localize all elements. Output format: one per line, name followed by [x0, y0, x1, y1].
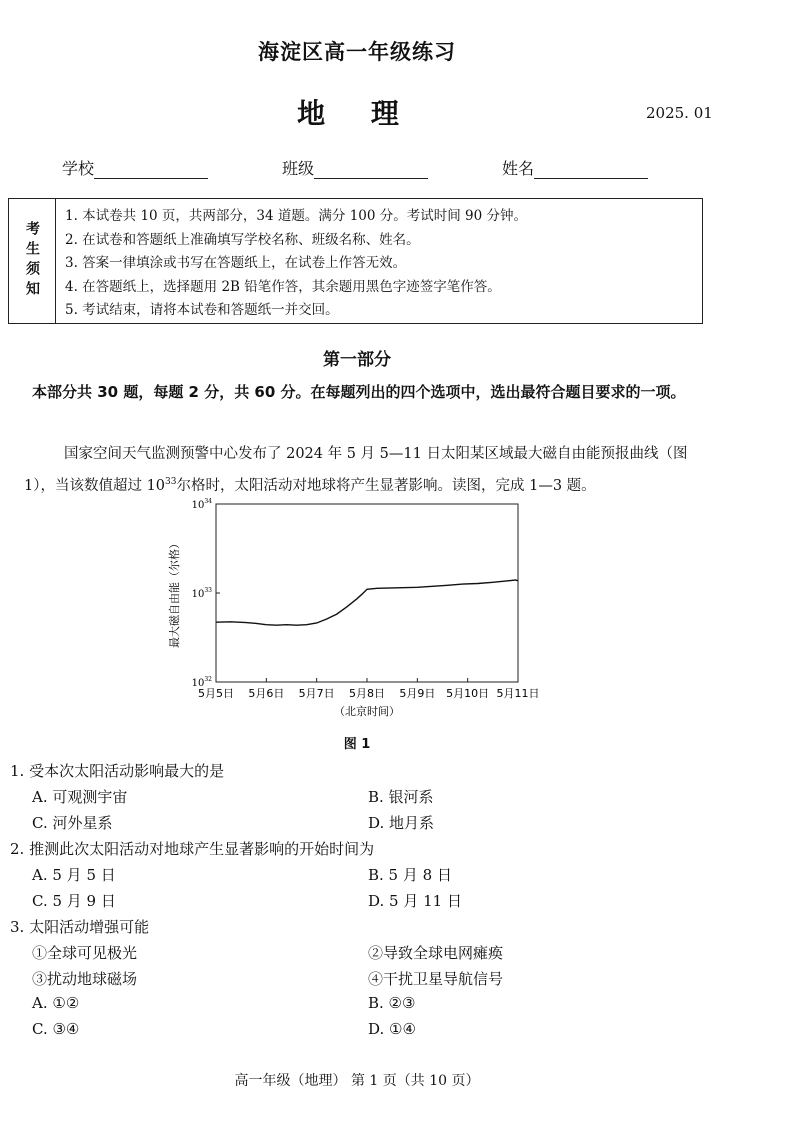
q2-option-d[interactable]: D. 5 月 11 日	[368, 892, 462, 910]
q3-statement-1: ①全球可见极光	[32, 944, 138, 962]
subject-title: 地 理	[297, 97, 417, 130]
y-tick-label: $10^{32}$	[191, 676, 212, 689]
notice-item: 1. 本试卷共 10 页，共两部分，34 道题。满分 100 分。考试时间 90 分钟。	[65, 208, 528, 224]
x-tick-label: 5月7日	[298, 687, 335, 700]
notice-item: 3. 答案一律填涂或书写在答题纸上，在试卷上作答无效。	[65, 255, 407, 271]
q3-option-d[interactable]: D. ①④	[368, 1020, 416, 1038]
q2-option-a[interactable]: A. 5 月 5 日	[32, 866, 116, 884]
x-tick-label: 5月8日	[349, 687, 385, 700]
x-tick-label: 5月10日	[446, 687, 490, 700]
q2-option-c[interactable]: C. 5 月 9 日	[32, 892, 116, 910]
notice-item: 5. 考试结束，请将本试卷和答题纸一并交回。	[65, 302, 339, 318]
school-label: 学校	[62, 159, 95, 178]
q3-statement-2: ②导致全球电网瘫痪	[368, 944, 504, 962]
class-blank[interactable]	[314, 160, 428, 179]
notice-item: 4. 在答题纸上，选择题用 2B 铅笔作答，其余题用黑色字迹签字笔作答。	[65, 278, 501, 295]
q2-option-b[interactable]: B. 5 月 8 日	[368, 866, 452, 884]
part-instruction: 本部分共 30 题，每题 2 分，共 60 分。在每题列出的四个选项中，选出最符合题目要求的一项。	[32, 383, 686, 401]
question-3-stem: 3. 太阳活动增强可能	[10, 918, 150, 936]
q1-option-c[interactable]: C. 河外星系	[32, 814, 113, 832]
q1-option-d[interactable]: D. 地月系	[368, 814, 435, 832]
x-tick-label: 5月9日	[399, 687, 436, 700]
y-axis-label: 最大磁自由能（尔格）	[168, 538, 181, 648]
notice-item: 2. 在试卷和答题纸上准确填写学校名称、班级名称、姓名。	[65, 231, 420, 248]
x-axis-label: （北京时间）	[334, 705, 400, 718]
student-info-row	[62, 156, 662, 182]
school-field[interactable]	[62, 156, 208, 179]
name-blank[interactable]	[534, 160, 648, 179]
q1-option-a[interactable]: A. 可观测宇宙	[32, 788, 128, 806]
intro-text-before: 国家空间天气监测预警中心发布了 2024 年 5 月 5—11 日太阳某区域最大磁自由能预报曲线（图 1），当该数值超过 10	[24, 446, 688, 494]
exam-date: 2025. 01	[646, 104, 713, 122]
question-1-stem: 1. 受本次太阳活动影响最大的是	[10, 762, 225, 780]
q3-option-b[interactable]: B. ②③	[368, 994, 416, 1012]
q3-option-a[interactable]: A. ①②	[32, 994, 80, 1012]
plot-frame	[216, 504, 518, 682]
name-field[interactable]	[502, 156, 648, 179]
page-footer: 高一年级（地理） 第 1 页（共 10 页）	[234, 1073, 480, 1089]
energy-series-line	[216, 580, 518, 625]
question-intro	[24, 440, 709, 500]
figure-caption: 图 1	[343, 737, 371, 752]
y-tick-label: $10^{33}$	[191, 587, 212, 600]
class-field[interactable]	[282, 156, 428, 179]
notice-box	[8, 198, 703, 324]
q3-option-c[interactable]: C. ③④	[32, 1020, 80, 1038]
intro-text-after: 尔格时，太阳活动对地球将产生显著影响。读图，完成 1—3 题。	[176, 477, 596, 494]
y-tick-label: $10^{34}$	[191, 498, 212, 511]
intro-exponent: 33	[165, 477, 177, 487]
x-tick-label: 5月11日	[496, 687, 540, 700]
name-label: 姓名	[502, 159, 535, 178]
q3-statement-4: ④干扰卫星导航信号	[368, 970, 504, 988]
x-tick-label: 5月5日	[198, 687, 234, 700]
q1-option-b[interactable]: B. 银河系	[368, 788, 434, 806]
part-title: 第一部分	[323, 350, 391, 370]
school-blank[interactable]	[94, 160, 208, 179]
energy-chart	[160, 494, 560, 726]
exam-title: 海淀区高一年级练习	[258, 39, 456, 64]
class-label: 班级	[282, 159, 315, 178]
notice-list	[65, 205, 694, 323]
q3-statement-3: ③扰动地球磁场	[32, 970, 138, 988]
x-tick-label: 5月6日	[248, 687, 285, 700]
question-2-stem: 2. 推测此次太阳活动对地球产生显著影响的开始时间为	[10, 840, 375, 858]
notice-label: 考生须知	[9, 199, 56, 323]
